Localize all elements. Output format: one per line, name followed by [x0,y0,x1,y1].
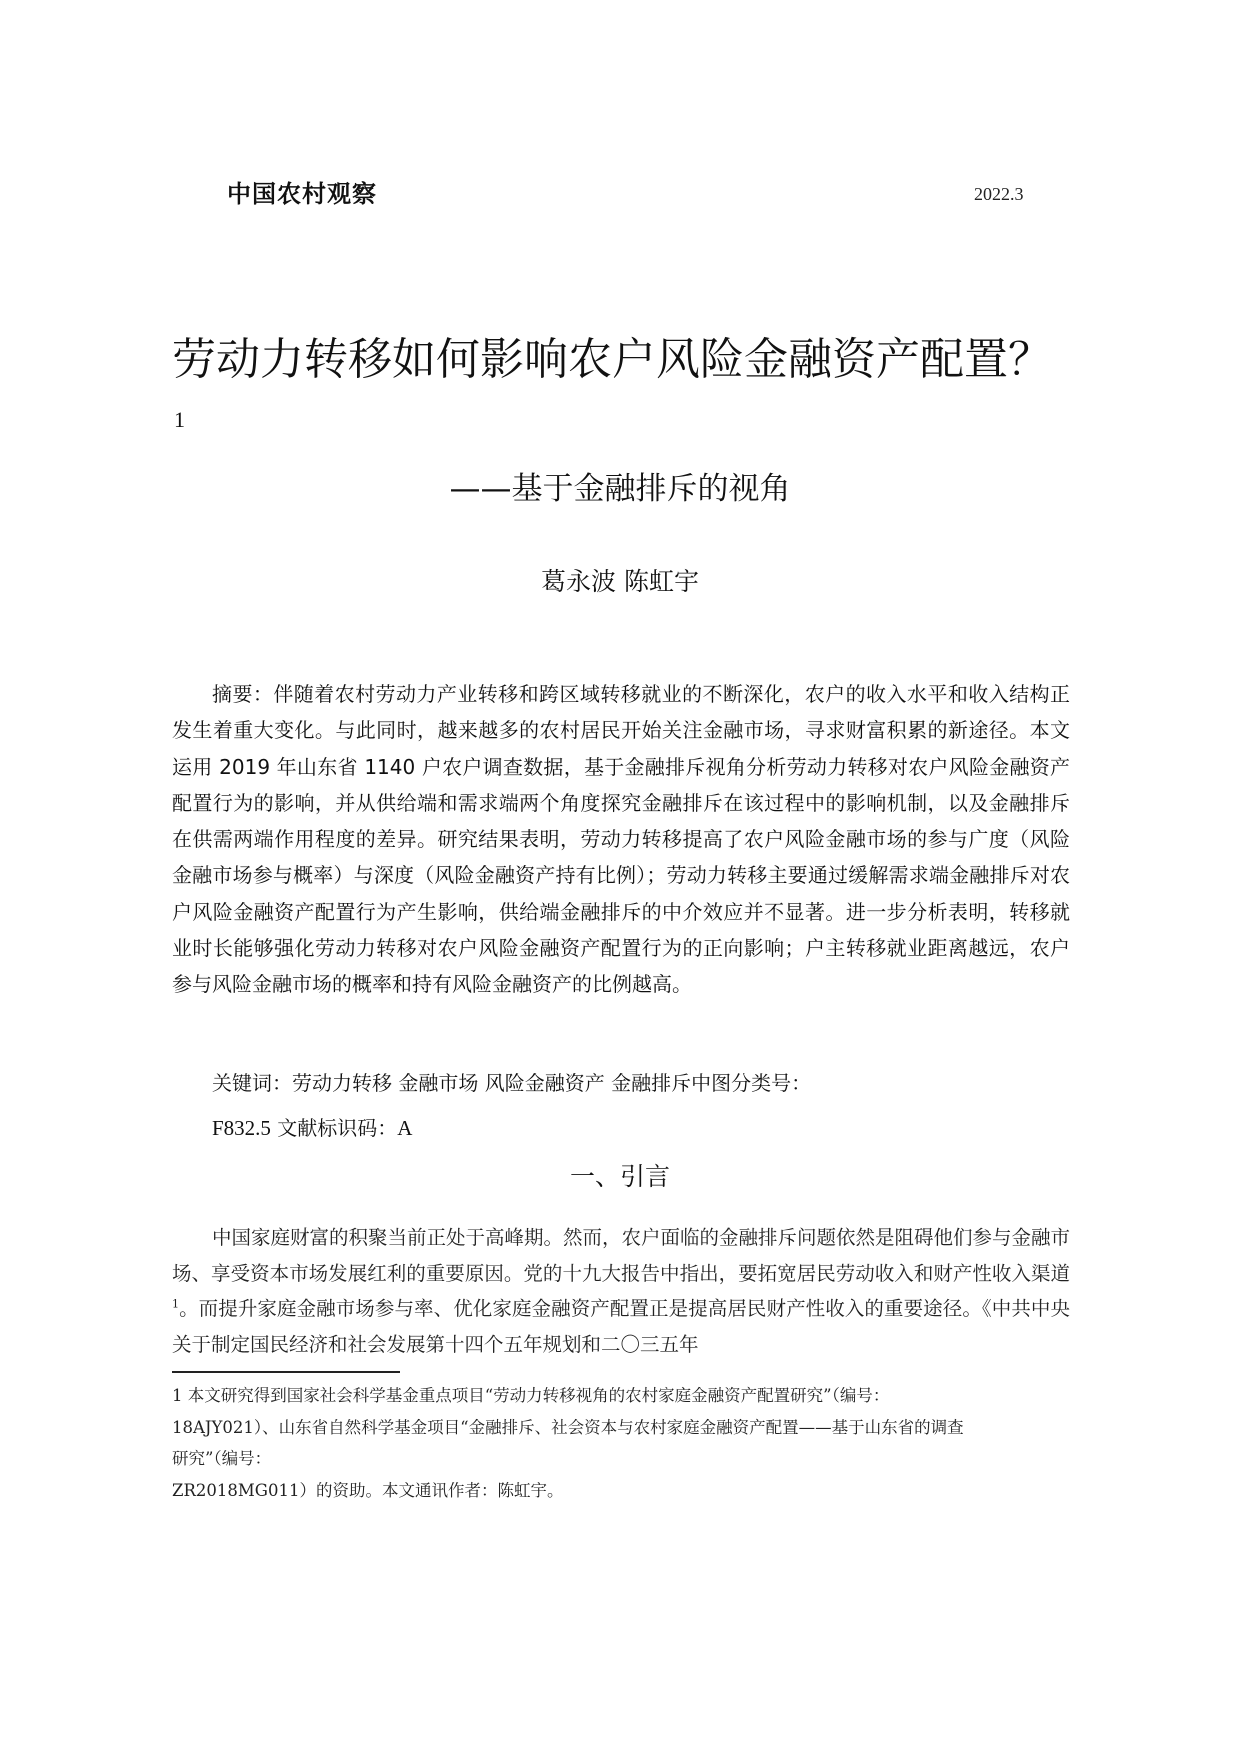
abstract [172,676,1070,1003]
introduction-body [172,1220,1070,1363]
doc-id: A [397,1116,413,1140]
authors: 葛永波 陈虹宇 [541,567,699,596]
paper-title: 劳动力转移如何影响农户风险金融资产配置？ [172,334,1052,385]
footnote-divider [172,1371,400,1373]
footnote-line: ZR2018MG011）的资助。本文通讯作者：陈虹宇。 [172,1480,564,1500]
footnote-line: 18AJY021）、山东省自然科学基金项目“金融排斥、社会资本与农村家庭金融资产配置——基于山东省的调查 [172,1417,964,1437]
clc-code: F832.5 [212,1116,271,1140]
abstract-label: 摘要： [212,682,274,706]
paper-subtitle: ——基于金融排斥的视角 [449,471,791,507]
keywords-line: 关键词：劳动力转移 金融市场 风险金融资产 金融排斥中图分类号： [212,1071,812,1095]
issue-number: 2022.3 [974,184,1024,204]
section-heading-introduction: 一、引言 [569,1162,670,1191]
abstract-text: 伴随着农村劳动力产业转移和跨区域转移就业的不断深化，农户的收入水平和收入结构正发生着重大变化。与此同时，越来越多的农村居民开始关注金融市场，寻求财富积累的新途径。本文运用 2019 年山东省 1140 户农户调查数据，基于金融排斥视角分析劳动力转移对农户风险金融资产配置行为的影响，并从供给端和需求端两个角度探究金融排斥在该过程中的影响机制，以及金融排斥在供需两端作用程度的差异。研究结果表明，劳动力转移提高了农户风险金融市场的参与广度（风险金融市场参与概率）与深度（风险金融资产持有比例）；劳动力转移主要通过缓解需求端金融排斥对农户风险金融资产配置行为产生影响，供给端金融排斥的中介效应并不显著。进一步分析表明，转移就业时长能够强化劳动力转移对农户风险金融资产配置行为的正向影响；户主转移就业距离越远，农户参与风险金融市场的概率和持有风险金融资产的比例越高。 [172,682,1071,997]
classification-line [212,1110,412,1146]
intro-text-part1: 中国家庭财富的积聚当前正处于高峰期。然而，农户面临的金融排斥问题依然是阻碍他们参与金融市场、享受资本市场发展红利的重要原因。党的十九大报告中指出，要拓宽居民劳动收入和财产性收入渠道 [172,1226,1071,1285]
footnote-line: 1 本文研究得到国家社会科学基金重点项目“劳动力转移视角的农村家庭金融资产配置研究”（编号： [172,1386,890,1405]
title-footnote-marker: 1 [174,407,185,432]
intro-note-marker: 1 [172,1297,179,1311]
intro-text-part2: 。而提升家庭金融市场参与率、优化家庭金融资产配置正是提高居民财产性收入的重要途径。《中共中央关于制定国民经济和社会发展第十四个五年规划和二〇三五年 [172,1297,1070,1357]
doc-id-label: 文献标识码： [277,1116,398,1140]
footnote-line: 研究”（编号： [172,1449,272,1468]
footnote [172,1380,1072,1506]
journal-logo: 中国农村观察 [227,180,377,208]
